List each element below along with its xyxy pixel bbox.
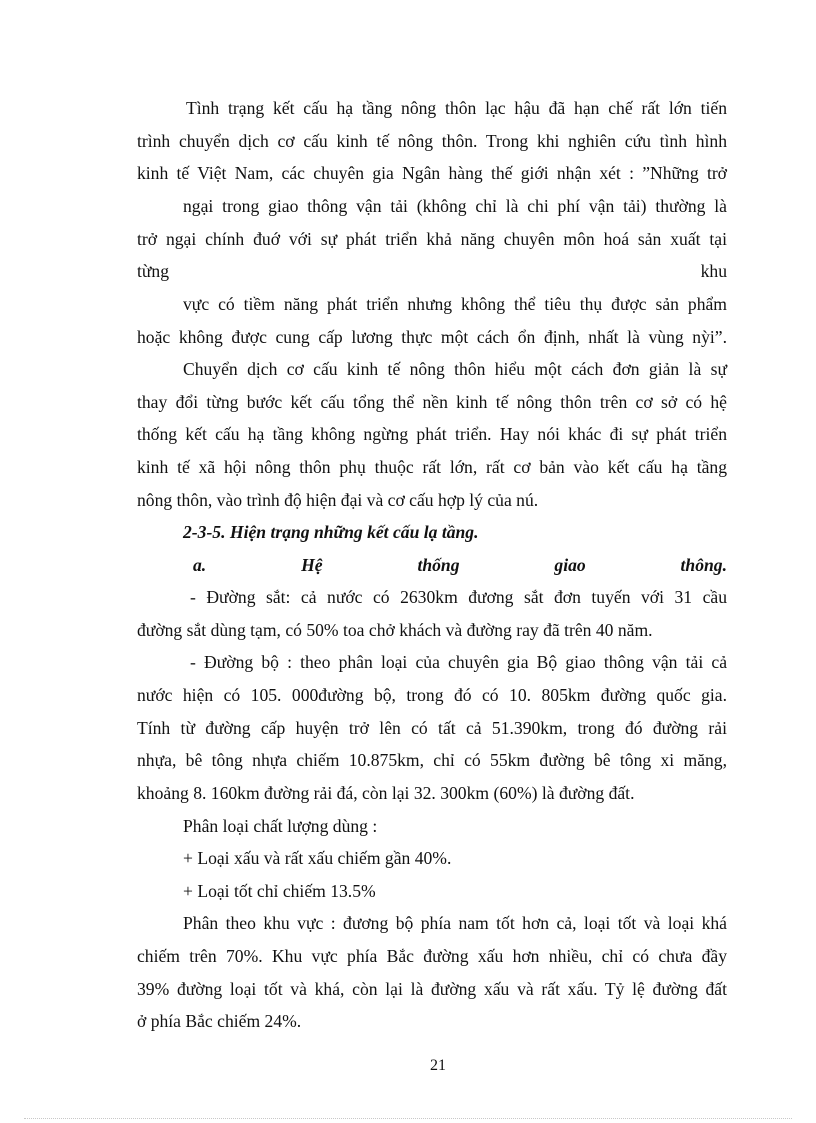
paragraph-line: chiếm trên 70%. Khu vực phía Bắc đường xấu hơn nhiều, chỉ có chưa đầy [137,946,727,966]
paragraph-line: trình chuyển dịch cơ cấu kinh tế nông thôn. Trong khi nghiên cứu tình hình [137,131,727,151]
paragraph-line: đường sắt dùng tạm, có 50% toa chở khách và đường ray đã trên 40 năm. [137,620,653,640]
paragraph-line-split [137,260,727,282]
paragraph-line: Phân loại chất lượng dùng : [183,816,378,836]
paragraph-line: hoặc không được cung cấp lương thực một cách ổn định, nhất là vùng nỳi”. [137,327,727,347]
paragraph-line: - Đường sắt: cả nước có 2630km đương sắt đơn tuyến với 31 cầu [190,587,727,607]
subheading-word: Hệ [301,555,323,575]
subheading-word: giao [554,555,586,575]
paragraph-line: thay đổi từng bước kết cấu tổng thể nền kinh tế nông thôn trên cơ sở có hệ [137,392,727,412]
list-item: + Loại xấu và rất xấu chiếm gần 40%. [183,848,452,868]
page-bottom-divider [24,1118,792,1119]
word: khu [700,261,727,281]
paragraph-line: ngại trong giao thông vận tải (không chỉ là chi phí vận tải) thường là [183,196,727,216]
paragraph-line: kinh tế Việt Nam, các chuyên gia Ngân hàng thế giới nhận xét : ”Những trở [137,163,727,183]
paragraph-line: Chuyển dịch cơ cấu kinh tế nông thôn hiểu một cách đơn giản là sự [183,359,727,379]
page-number: 21 [430,1057,446,1074]
paragraph-line: 39% đường loại tốt và khá, còn lại là đường xấu và rất xấu. Tỷ lệ đường đất [137,979,727,999]
word: từng [137,261,170,281]
paragraph-line: nhựa, bê tông nhựa chiếm 10.875km, chỉ có 55km đường bê tông xi măng, [137,750,727,770]
subheading-word: thống [417,555,460,575]
subheading [193,554,727,576]
paragraph-line: khoảng 8. 160km đường rải đá, còn lại 32. 300km (60%) là đường đất. [137,783,635,803]
subheading-word: a. [193,555,207,575]
paragraph-line: thống kết cấu hạ tầng không ngừng phát triển. Hay nói khác đi sự phát triển [137,424,727,444]
paragraph-line: vực có tiềm năng phát triển nhưng không thể tiêu thụ được sản phẩm [183,294,727,314]
paragraph-line: nước hiện có 105. 000đường bộ, trong đó có 10. 805km đường quốc gia. [137,685,727,705]
paragraph-line: Phân theo khu vực : đương bộ phía nam tốt hơn cả, loại tốt và loại khá [183,913,727,933]
paragraph-line: Tình trạng kết cấu hạ tầng nông thôn lạc hậu đã hạn chế rất lớn tiến [186,98,727,118]
paragraph-line: ở phía Bắc chiếm 24%. [137,1011,302,1031]
section-heading: 2-3-5. Hiện trạng những kết cấu lạ tầng. [183,522,479,542]
paragraph-line: trở ngại chính đuớ với sự phát triển khả năng chuyên môn hoá sản xuất tại [137,229,727,249]
paragraph-line: nông thôn, vào trình độ hiện đại và cơ cấu hợp lý của nú. [137,490,539,510]
paragraph-line: - Đường bộ : theo phân loại của chuyên gia Bộ giao thông vận tải cả [190,652,727,672]
paragraph-line: Tính từ đường cấp huyện trở lên có tất cả 51.390km, trong đó đường rải [137,718,727,738]
paragraph-line: kinh tế xã hội nông thôn phụ thuộc rất lớn, rất cơ bản vào kết cấu hạ tầng [137,457,727,477]
list-item: + Loại tốt chỉ chiếm 13.5% [183,881,376,901]
subheading-word: thông. [680,555,727,575]
